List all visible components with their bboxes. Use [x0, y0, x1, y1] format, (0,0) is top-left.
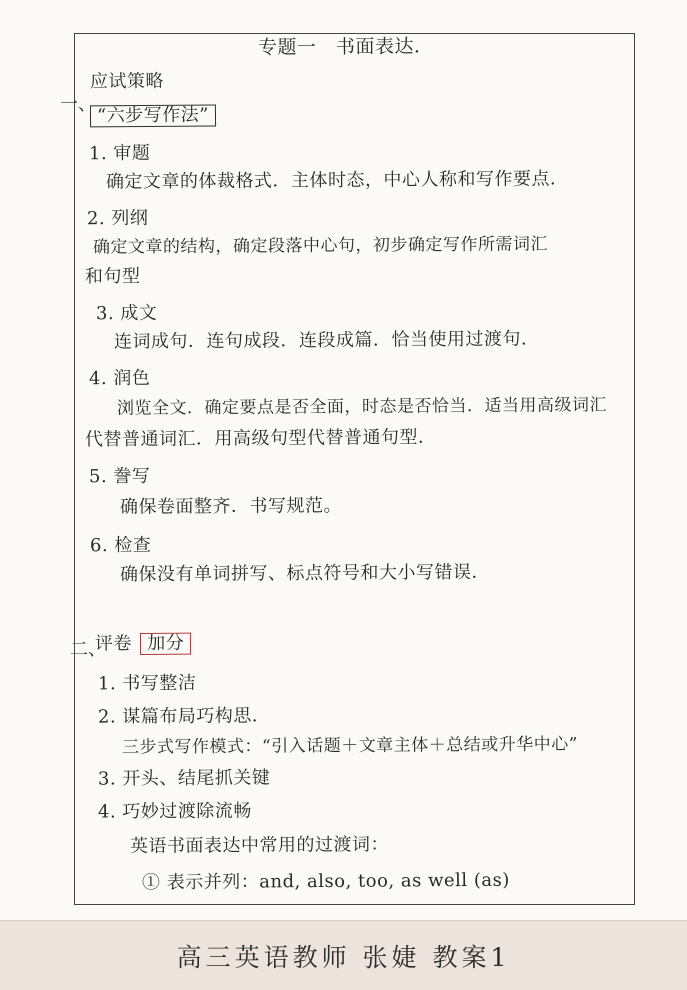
section-1-marker: 一、 [60, 94, 96, 115]
point-2: 2. 谋篇布局巧构思． [97, 705, 271, 728]
section-2-heading-row [95, 633, 191, 656]
step-6-title: 6. 检查 [89, 534, 152, 557]
step-3-body: 连词成句．连句成段．连段成篇．恰当使用过渡句． [113, 328, 540, 353]
step-4-body-line-1: 浏览全文．确定要点是否全面，时态是否恰当．适当用高级词汇 [116, 395, 608, 419]
step-3-title: 3. 成文 [95, 302, 158, 325]
step-6-body: 确保没有单词拼写、标点符号和大小写错误． [119, 561, 491, 586]
footer-caption: 高三英语教师 张婕 教案1 [176, 942, 511, 972]
point-2-detail: 三步式写作模式：“引入话题＋文章主体＋总结或升华中心” [121, 734, 578, 758]
section-1-heading: 应试策略 [89, 70, 165, 93]
step-4-body-line-2: 代替普通词汇．用高级句型代替普通句型． [84, 426, 437, 451]
step-5-body: 确保卷面整齐．书写规范。 [119, 495, 343, 518]
page-title: 专题一 书面表达． [257, 35, 434, 59]
section-2-marker: 二、 [70, 639, 106, 660]
six-step-method-label: “六步写作法” [90, 105, 216, 128]
point-1: 1. 书写整洁 [97, 672, 197, 695]
section-1-label [88, 105, 216, 128]
step-2-title: 2. 列纲 [86, 207, 149, 230]
footer [0, 921, 687, 990]
section-2-heading: 评卷 [94, 633, 133, 655]
point-3: 3. 开头、结尾抓关键 [97, 767, 271, 790]
step-5-title: 5. 誊写 [88, 465, 151, 488]
point-4-example: ① 表示并列：and, also, too, as well (as) [141, 869, 510, 894]
point-4-detail: 英语书面表达中常用的过渡词： [129, 834, 390, 857]
bonus-points-label: 加分 [140, 633, 191, 655]
step-1-body: 确定文章的体裁格式．主体时态，中心人称和写作要点． [105, 168, 569, 193]
step-4-title: 4. 润色 [88, 367, 151, 390]
point-4: 4. 巧妙过渡除流畅 [97, 800, 252, 823]
step-2-body-line-1: 确定文章的结构，确定段落中心句，初步确定写作所需词汇 [92, 234, 549, 258]
step-1-title: 1. 审题 [88, 142, 151, 165]
step-2-body-line-2: 和句型 [84, 265, 141, 288]
